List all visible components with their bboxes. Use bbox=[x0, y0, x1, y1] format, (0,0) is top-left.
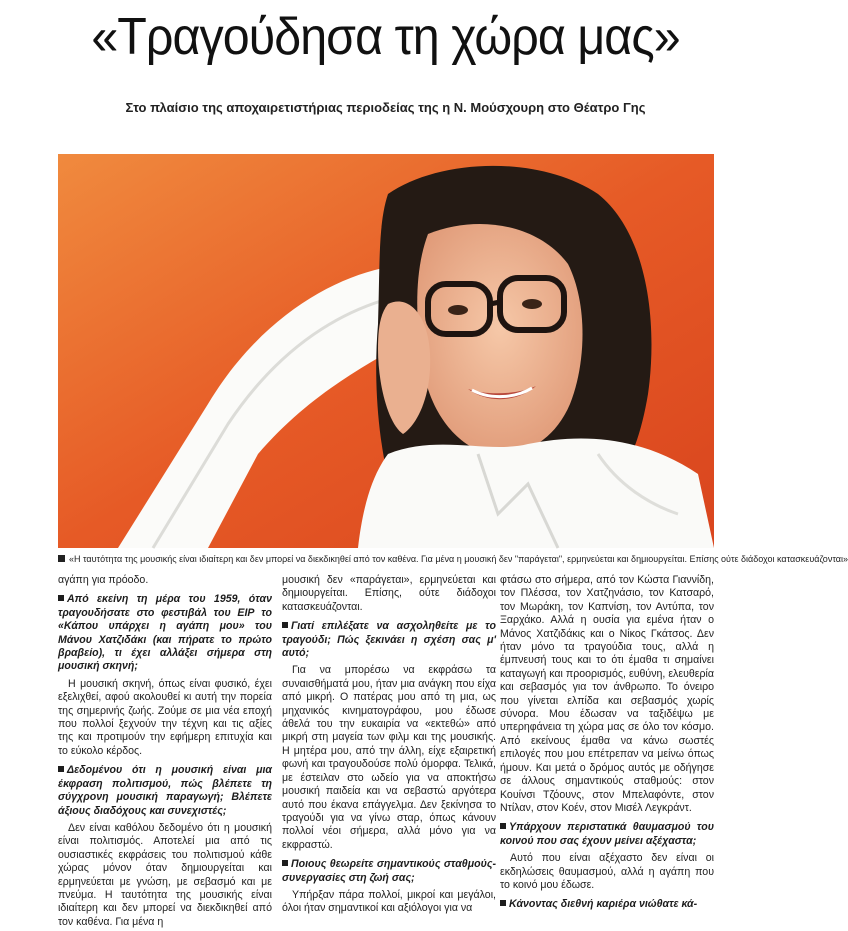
question-bullet-icon bbox=[282, 622, 288, 628]
article-photo bbox=[58, 154, 714, 548]
article-column-3 bbox=[500, 574, 714, 916]
question-text: Υπάρχουν περιστατικά θαυμασμού του κοινού που σας έχουν μείνει αξέχαστα; bbox=[500, 821, 714, 847]
question-text: Ποιους θεωρείτε σημαντικούς σταθμούς-συνεργασίες στη ζωή σας; bbox=[282, 858, 496, 884]
answer-paragraph: Η μουσική σκηνή, όπως είναι φυσικό, έχει εξελιχθεί, αφού ακολουθεί κι αυτή την πορεία της σημερινής ζωής. Ζούμε σε μια νέα εποχή που πολλοί ξεχνούν την τέχνη και τις αξίες της και προτιμούν την εφήμερη επιτυχία και το εύκολο κέρδος. bbox=[58, 677, 272, 757]
answer-paragraph: Δεν είναι καθόλου δεδομένο ότι η μουσική είναι πολιτισμός. Αποτελεί μια από τις ουσιαστικές εκφράσεις του πολιτισμού κάθε χώρας μόνον όταν δημιουργείται και ερμηνεύεται με γνώση, με σεβασμό και με πνεύμα. Η ταυτότητα της μουσικής είναι ιδιαίτερη και δεν μπορεί να διεκδικηθεί από τον καθένα. Για μένα η bbox=[58, 821, 272, 928]
question-text: Γιατί επιλέξατε να ασχοληθείτε με το τραγούδι; Πώς ξεκινάει η σχέση σας μ' αυτό; bbox=[282, 620, 496, 660]
interview-question bbox=[58, 764, 272, 818]
portrait-illustration bbox=[58, 154, 714, 548]
answer-paragraph: μουσική δεν «παράγεται», ερμηνεύεται και δημιουργείται. Επίσης, ούτε διάδοχοι κατασκευάζονται. bbox=[282, 574, 496, 613]
answer-paragraph: Αυτό που είναι αξέχαστο δεν είναι οι εκδηλώσεις θαυμασμού, αλλά η αγάπη που το κοινό μου έδωσε. bbox=[500, 852, 714, 891]
caption-bullet-icon bbox=[58, 555, 65, 562]
answer-paragraph: αγάπη για πρόοδο. bbox=[58, 574, 149, 586]
article-subtitle: Στο πλαίσιο της αποχαιρετιστήριας περιοδείας της η Ν. Μούσχουρη στο Θέατρο Γης bbox=[125, 100, 646, 115]
question-bullet-icon bbox=[58, 595, 64, 601]
article-headline: «Τραγούδησα τη χώρα μας» bbox=[91, 8, 680, 66]
question-text: Δεδομένου ότι η μουσική είναι μια έκφραση πολιτισμού, πώς βλέπετε τη σύγχρονη μουσική παραγωγή; Βλέπετε άξιους διαδόχους και συνεχιστές; bbox=[58, 764, 272, 817]
interview-question bbox=[500, 821, 714, 848]
question-bullet-icon bbox=[58, 766, 64, 772]
question-text: Κάνοντας διεθνή καριέρα νιώθατε κά- bbox=[509, 898, 698, 911]
interview-question bbox=[282, 620, 496, 660]
interview-question bbox=[58, 593, 272, 673]
interview-question bbox=[282, 858, 496, 885]
caption-text: «Η ταυτότητα της μουσικής είναι ιδιαίτερη και δεν μπορεί να διεκδικηθεί από τον καθένα. Για μένα η μουσική δεν "παράγεται", ερμηνεύεται και δημιουργείται. Επίσης ούτε διάδοχοι κατασκευάζονται» bbox=[69, 554, 848, 564]
answer-paragraph: Υπήρξαν πάρα πολλοί, μικροί και μεγάλοι, όλοι ήταν σημαντικοί και αξιόλογοι για να bbox=[282, 888, 496, 915]
question-bullet-icon bbox=[500, 900, 506, 906]
article-column-1 bbox=[58, 574, 272, 931]
interview-question bbox=[500, 898, 714, 911]
answer-paragraph: Για να μπορέσω να εκφράσω τα συναισθήματά μου, ήταν μια ανάγκη που είχα από μικρή. Ο πατέρας μου από τη μια, ως μηχανικός κινηματογράφου, μου έδωσε άθελά του την ευκαιρία να «εκτεθώ» από μικρή στη μαγεία των φιλμ και της μουσικής. Η μητέρα μου, από την άλλη, είχε εξαιρετική φωνή και τραγουδούσε πολύ όμορφα. Τελικά, με έστειλαν στο ωδείο για να αποκτήσω μουσική παιδεία και να σεβαστώ αργότερα αυτό που έκανα επάγγελμα. Δεν ξεκίνησα το τραγούδι για να γίνω σταρ, όπως κάνουν πολλοί νέοι σήμερα, αλλά μόνο για να εκφραστώ. bbox=[282, 664, 496, 851]
answer-paragraph: φτάσω στο σήμερα, από τον Κώστα Γιαννίδη, τον Πλέσσα, τον Χατζηνάσιο, τον Κατσαρό, τον Μωράκη, τον Καπνίση, τον Αντύπα, τον Ξαρχάκο. Αλλά η ουσία για εμένα ήταν ο Μάνος Χατζιδάκις και ο Νίκος Γκάτσος. Δεν ήταν μόνο τα τραγούδια τους, αλλά η έμπνευσή τους και το ότι έμαθα τι σημαίνει καταγωγή και προορισμός, ευθύνη, ελευθερία και σεβασμός για τον άνθρωπο. Το όνειρο που γίνεται ελπίδα και σεβασμός χωρίς σύνορα. Μου έδωσαν να ταξιδέψω με υπερηφάνεια τη χώρα μας σε όλο τον κόσμο. Από εκείνους έμαθα να κάνω σωστές επιλογές που μου επέτρεπαν να μείνω όπως ήμουν. Και μετά ο δρόμος αυτός με οδήγησε σε άλλους σημαντικούς σταθμούς: στον Κουίνσι Τζόουνς, στον Μπελαφόντε, στον Ντίλαν, στον Κοέν, στον Μισέλ Λεγκράντ. bbox=[500, 574, 714, 814]
article-column-2 bbox=[282, 574, 496, 918]
question-bullet-icon bbox=[282, 860, 288, 866]
question-bullet-icon bbox=[500, 823, 506, 829]
photo-caption bbox=[58, 552, 848, 566]
question-text: Από εκείνη τη μέρα του 1959, όταν τραγουδήσατε στο φεστιβάλ του ΕΙΡ το «Κάπου υπάρχει η αγάπη μου» του Μάνου Χατζιδάκι (και πήρατε το πρώτο βραβείο), τι έχει αλλάξει σήμερα στη μουσική σκηνή; bbox=[58, 593, 272, 673]
